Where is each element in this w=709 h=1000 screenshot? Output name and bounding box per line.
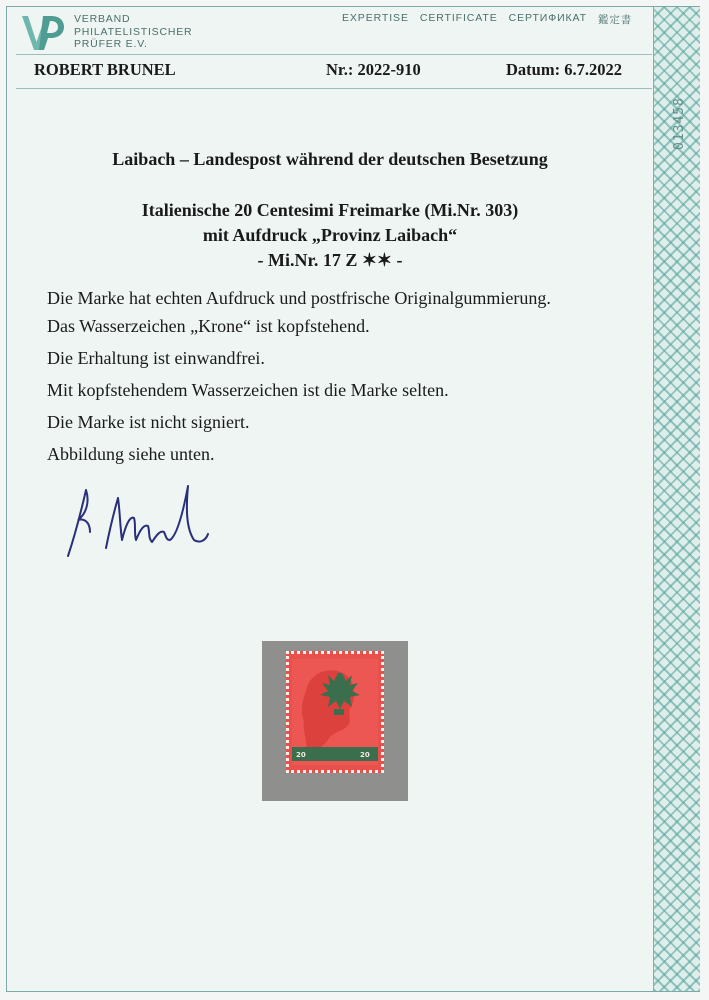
certificate-title-de: EXPERTISE: [342, 12, 409, 24]
body-line-3: Die Erhaltung ist einwandfrei.: [47, 348, 265, 368]
signature-icon: [60, 478, 210, 560]
title-line-4: - Mi.Nr. 17 Z ✶✶ -: [257, 250, 403, 270]
title-line-1: Laibach – Landespost während der deutschen Besetzung: [112, 149, 548, 169]
stamp-illustration: [286, 651, 384, 773]
header-divider-bottom: [16, 88, 652, 89]
serial-number: 013458: [672, 97, 687, 150]
certificate-date: Datum: 6.7.2022: [506, 60, 622, 79]
body-line-2: Das Wasserzeichen „Krone“ ist kopfstehend.: [47, 316, 370, 336]
svg-text:20: 20: [296, 751, 306, 759]
certificate-number: Nr.: 2022-910: [326, 60, 421, 79]
guilloche-border: [653, 7, 700, 991]
association-line-3: PRÜFER E.V.: [74, 38, 148, 50]
association-line-2: PHILATELISTISCHER: [74, 25, 193, 38]
body-line-5: Die Marke ist nicht signiert.: [47, 412, 250, 432]
body-line-1: Die Marke hat echten Aufdruck und postfrische Originalgummierung.: [47, 288, 551, 308]
expert-name: ROBERT BRUNEL: [34, 60, 176, 79]
certificate-title-jp: 鑑定書: [597, 14, 633, 26]
header-divider: [16, 54, 652, 55]
certificate-title-ru: СЕРТИФИКАТ: [508, 12, 587, 24]
svg-text:20: 20: [360, 751, 370, 759]
association-line-1: VERBAND: [74, 13, 131, 25]
title-line-2: Italienische 20 Centesimi Freimarke (Mi.Nr. 303): [141, 200, 519, 220]
certificate-heading: [342, 12, 632, 27]
vp-logo-icon: [20, 12, 66, 54]
body-line-6: Abbildung siehe unten.: [47, 444, 215, 464]
body-line-4: Mit kopfstehendem Wasserzeichen ist die Marke selten.: [47, 380, 449, 400]
association-name: [74, 13, 192, 51]
certificate-title-en: CERTIFICATE: [419, 12, 498, 24]
title-line-3: mit Aufdruck „Provinz Laibach“: [202, 225, 458, 245]
